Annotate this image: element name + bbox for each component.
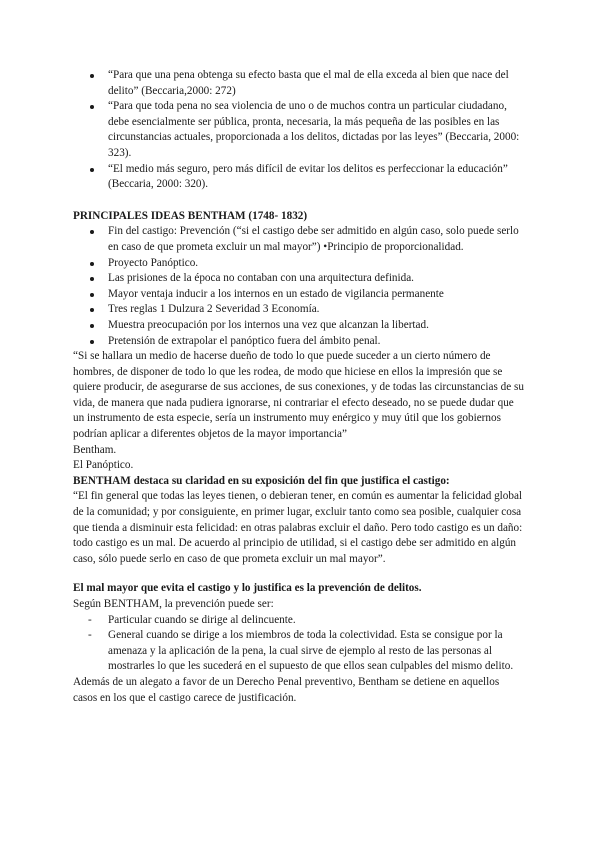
item-text: Particular cuando se dirige al delincuente.	[108, 613, 296, 626]
list-item	[73, 271, 525, 287]
bullet-icon	[90, 340, 94, 344]
bullet-icon	[90, 277, 94, 281]
prevencion-types-list	[73, 613, 525, 675]
list-item	[73, 99, 525, 161]
bullet-icon	[90, 324, 94, 328]
bentham-ideas-list	[73, 224, 525, 349]
list-item	[73, 162, 525, 193]
panoptico-quote: “Si se hallara un medio de hacerse dueño de todo lo que puede suceder a un cierto número de hombres, de disponer de todo lo que les rodea, de modo que hiciese en ellos la impresión que se quiere producir, de asegurarse de sus acciones, de sus conexiones, y de todas las circunstancias de su vida, de manera que nada pudiera ignorarse, ni contrariar el efecto deseado, no se puede dudar que un instrumento de esta especie, sería un instrumento muy enérgico y muy útil que los gobiernos podrían aplicar a diferentes objetos de la mayor importancia”	[73, 350, 524, 441]
quote-text: “Para que toda pena no sea violencia de uno o de muchos contra un particular ciudadano, debe esencialmente ser pública, pronta, necesaria, la más pequeña de las posibles en las circunstancias actuales, proporcionada a los delitos, dictadas por las leyes” (Beccaria, 2000: 323).	[108, 100, 520, 159]
quote-author: Bentham.	[73, 443, 117, 456]
bullet-icon	[90, 230, 94, 234]
item-text: General cuando se dirige a los miembros de toda la colectividad. Esta se consigue por la amenaza y la aplicación de la pena, la cual sirve de ejemplo al resto de las personas al mostrarles lo que les sucederá en el supuesto de que ellos sean culpables del mismo delito.	[108, 629, 514, 673]
dash-icon: -	[88, 629, 92, 642]
prevencion-section-title: El mal mayor que evita el castigo y lo justifica es la prevención de delitos.	[73, 582, 422, 595]
quote-text: “Para que una pena obtenga su efecto basta que el mal de ella exceda al bien que nace del delito” (Beccaria,2000: 272)	[108, 69, 509, 97]
claridad-section-title: BENTHAM destaca su claridad en su exposición del fin que justifica el castigo:	[73, 474, 450, 487]
bullet-icon	[90, 262, 94, 266]
item-text: Mayor ventaja inducir a los internos en un estado de vigilancia permanente	[108, 287, 444, 300]
beccaria-quotes-list	[73, 68, 525, 193]
list-item	[73, 628, 525, 675]
item-text: Las prisiones de la época no contaban con una arquitectura definida.	[108, 272, 414, 285]
list-item	[73, 224, 525, 255]
list-item	[73, 256, 525, 272]
quote-work: El Panóptico.	[73, 459, 134, 472]
item-text: Pretensión de extrapolar el panóptico fuera del ámbito penal.	[108, 334, 381, 347]
bullet-icon	[90, 74, 94, 78]
bullet-icon	[90, 293, 94, 297]
list-item	[73, 68, 525, 99]
claridad-quote: “El fin general que todas las leyes tienen, o debieran tener, en común es aumentar la felicidad global de la comunidad; y por consiguiente, en primer lugar, excluir tanto como sea posible, cualquier cosa que tienda a disminuir esta felicidad: en otras palabras excluir el daño. Pero todo castigo es un daño: todo castigo es un mal. De acuerdo al principio de utilidad, si el castigo debe ser admitido en algún caso, sólo puede serlo en caso de que prometa excluir un mal mayor”.	[73, 490, 523, 565]
item-text: Proyecto Panóptico.	[108, 256, 199, 269]
list-item	[73, 287, 525, 303]
bullet-icon	[90, 308, 94, 312]
bentham-section-title: PRINCIPALES IDEAS BENTHAM (1748- 1832)	[73, 209, 308, 222]
list-item	[73, 302, 525, 318]
list-item	[73, 334, 525, 350]
closing-paragraph: Además de un alegato a favor de un Derecho Penal preventivo, Bentham se detiene en aquellos casos en los que el castigo carece de justificación.	[73, 675, 500, 704]
bullet-icon	[90, 168, 94, 172]
document-page	[73, 68, 525, 706]
item-text: Muestra preocupación por los internos una vez que alcanzan la libertad.	[108, 318, 429, 331]
bullet-icon	[90, 105, 94, 109]
item-text: Tres reglas 1 Dulzura 2 Severidad 3 Economía.	[108, 303, 320, 316]
list-item	[73, 318, 525, 334]
prevencion-intro: Según BENTHAM, la prevención puede ser:	[73, 598, 274, 610]
item-text: Fin del castigo: Prevención (“si el castigo debe ser admitido en algún caso, solo puede serlo en caso de que prometa excluir un mal mayor”) •Principio de proporcionalidad.	[108, 225, 519, 253]
dash-icon: -	[88, 613, 92, 626]
list-item	[73, 613, 525, 629]
quote-text: “El medio más seguro, pero más difícil de evitar los delitos es perfeccionar la educación” (Beccaria, 2000: 320).	[108, 162, 508, 191]
